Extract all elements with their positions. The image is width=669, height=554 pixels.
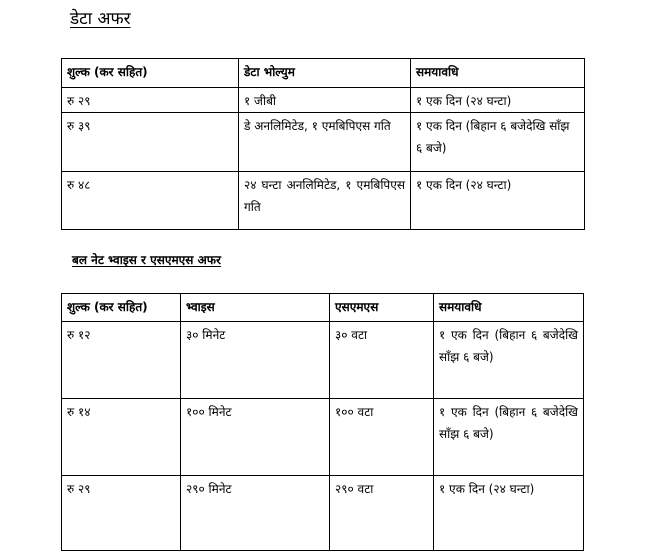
data-offer-title: डेटा अफर [70, 9, 131, 29]
data-volume-cell: २४ घन्टा अनलिमिटेड, १ एमबिपिएस गति [239, 172, 411, 230]
data-volume-cell: १ जीबी [239, 88, 411, 113]
voice-cell: ३० मिनेट [181, 322, 330, 399]
table-row [62, 399, 584, 476]
duration-cell: १ एक दिन (बिहान ६ बजेदेखि साँझ ६ बजे) [411, 113, 585, 172]
header-data-volume: डेटा भोल्युम [239, 59, 411, 88]
table-row [62, 113, 585, 172]
table-header-row [62, 294, 584, 322]
table-row [62, 88, 585, 113]
header-duration: समयावधि [434, 294, 584, 322]
sms-cell: १०० वटा [330, 399, 434, 476]
header-fee: शुल्क (कर सहित) [62, 59, 239, 88]
table-row [62, 476, 584, 551]
duration-cell: १ एक दिन (२४ घन्टा) [411, 88, 585, 113]
duration-cell: १ एक दिन (बिहान ६ बजेदेखि साँझ ६ बजे) [434, 322, 584, 399]
table-header-row [62, 59, 585, 88]
header-voice: भ्वाइस [181, 294, 330, 322]
duration-cell: १ एक दिन (२४ घन्टा) [434, 476, 584, 551]
voice-cell: २९० मिनेट [181, 476, 330, 551]
table-row [62, 322, 584, 399]
header-fee: शुल्क (कर सहित) [62, 294, 181, 322]
data-offer-table [61, 58, 585, 230]
data-volume-cell: डे अनलिमिटेड, १ एमबिपिएस गति [239, 113, 411, 172]
fee-cell: रु ४८ [62, 172, 239, 230]
sms-cell: २९० वटा [330, 476, 434, 551]
voice-sms-offer-title: बल नेट भ्वाइस र एसएमएस अफर [72, 253, 221, 267]
voice-sms-offer-table [61, 293, 584, 551]
fee-cell: रु १२ [62, 322, 181, 399]
duration-cell: १ एक दिन (२४ घन्टा) [411, 172, 585, 230]
duration-cell: १ एक दिन (बिहान ६ बजेदेखि साँझ ६ बजे) [434, 399, 584, 476]
fee-cell: रु ३९ [62, 113, 239, 172]
sms-cell: ३० वटा [330, 322, 434, 399]
header-duration: समयावधि [411, 59, 585, 88]
voice-cell: १०० मिनेट [181, 399, 330, 476]
fee-cell: रु २९ [62, 476, 181, 551]
table-row [62, 172, 585, 230]
header-sms: एसएमएस [330, 294, 434, 322]
fee-cell: रु २९ [62, 88, 239, 113]
fee-cell: रु १४ [62, 399, 181, 476]
